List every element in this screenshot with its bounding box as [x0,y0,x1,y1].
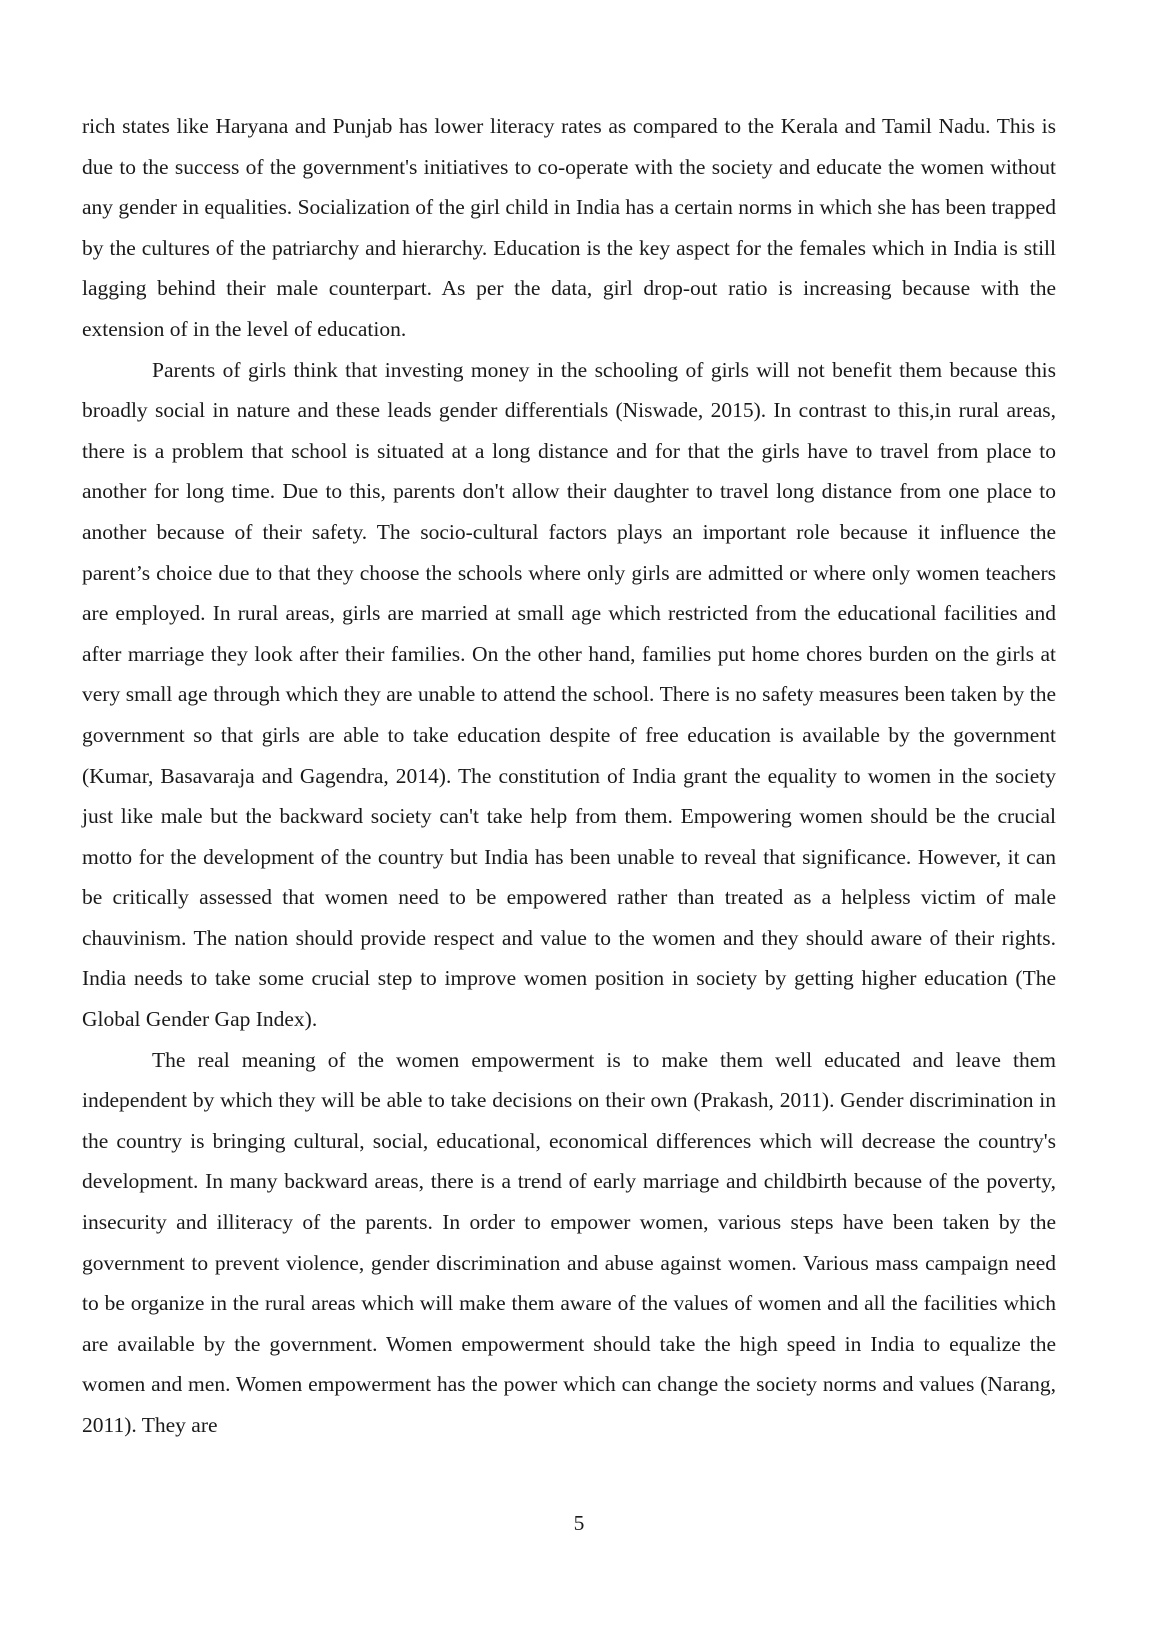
body-text [82,106,1056,1446]
paragraph-parents-of-girls: Parents of girls think that investing money in the schooling of girls will not benefit them because this broadly social in nature and these leads gender differentials (Niswade, 2015). In contrast to this,in rural areas, there is a problem that school is situated at a long distance and for that the girls have to travel from place to another for long time. Due to this, parents don't allow their daughter to travel long distance from one place to another because of their safety. The socio-cultural factors plays an important role because it influence the parent’s choice due to that they choose the schools where only girls are admitted or where only women teachers are employed. In rural areas, girls are married at small age which restricted from the educational facilities and after marriage they look after their families. On the other hand, families put home chores burden on the girls at very small age through which they are unable to attend the school. There is no safety measures been taken by the government so that girls are able to take education despite of free education is available by the government (Kumar, Basavaraja and Gagendra, 2014). The constitution of India grant the equality to women in the society just like male but the backward society can't take help from them. Empowering women should be the crucial motto for the development of the country but India has been unable to reveal that significance. However, it can be critically assessed that women need to be empowered rather than treated as a helpless victim of male chauvinism. The nation should provide respect and value to the women and they should aware of their rights. India needs to take some crucial step to improve women position in society by getting higher education (The Global Gender Gap Index). [82,357,1056,1032]
page-number: 5 [573,1511,585,1535]
paragraph-continuation: rich states like Haryana and Punjab has lower literacy rates as compared to the Kerala and Tamil Nadu. This is due to the success of the government's initiatives to co-operate with the society and educate the women without any gender in equalities. Socialization of the girl child in India has a certain norms in which she has been trapped by the cultures of the patriarchy and hierarchy. Education is the key aspect for the females which in India is still lagging behind their male counterpart. As per the data, girl drop-out ratio is increasing because with the extension of in the level of education. [82,114,1056,341]
paragraph-women-empowerment: The real meaning of the women empowerment is to make them well educated and leave them independent by which they will be able to take decisions on their own (Prakash, 2011). Gender discrimination in the country is bringing cultural, social, educational, economical differences which will decrease the country's development. In many backward areas, there is a trend of early marriage and childbirth because of the poverty, insecurity and illiteracy of the parents. In order to empower women, various steps have been taken by the government to prevent violence, gender discrimination and abuse against women. Various mass campaign need to be organize in the rural areas which will make them aware of the values of women and all the facilities which are available by the government. Women empowerment should take the high speed in India to equalize the women and men. Women empowerment has the power which can change the society norms and values (Narang, 2011). They are [82,1047,1056,1437]
